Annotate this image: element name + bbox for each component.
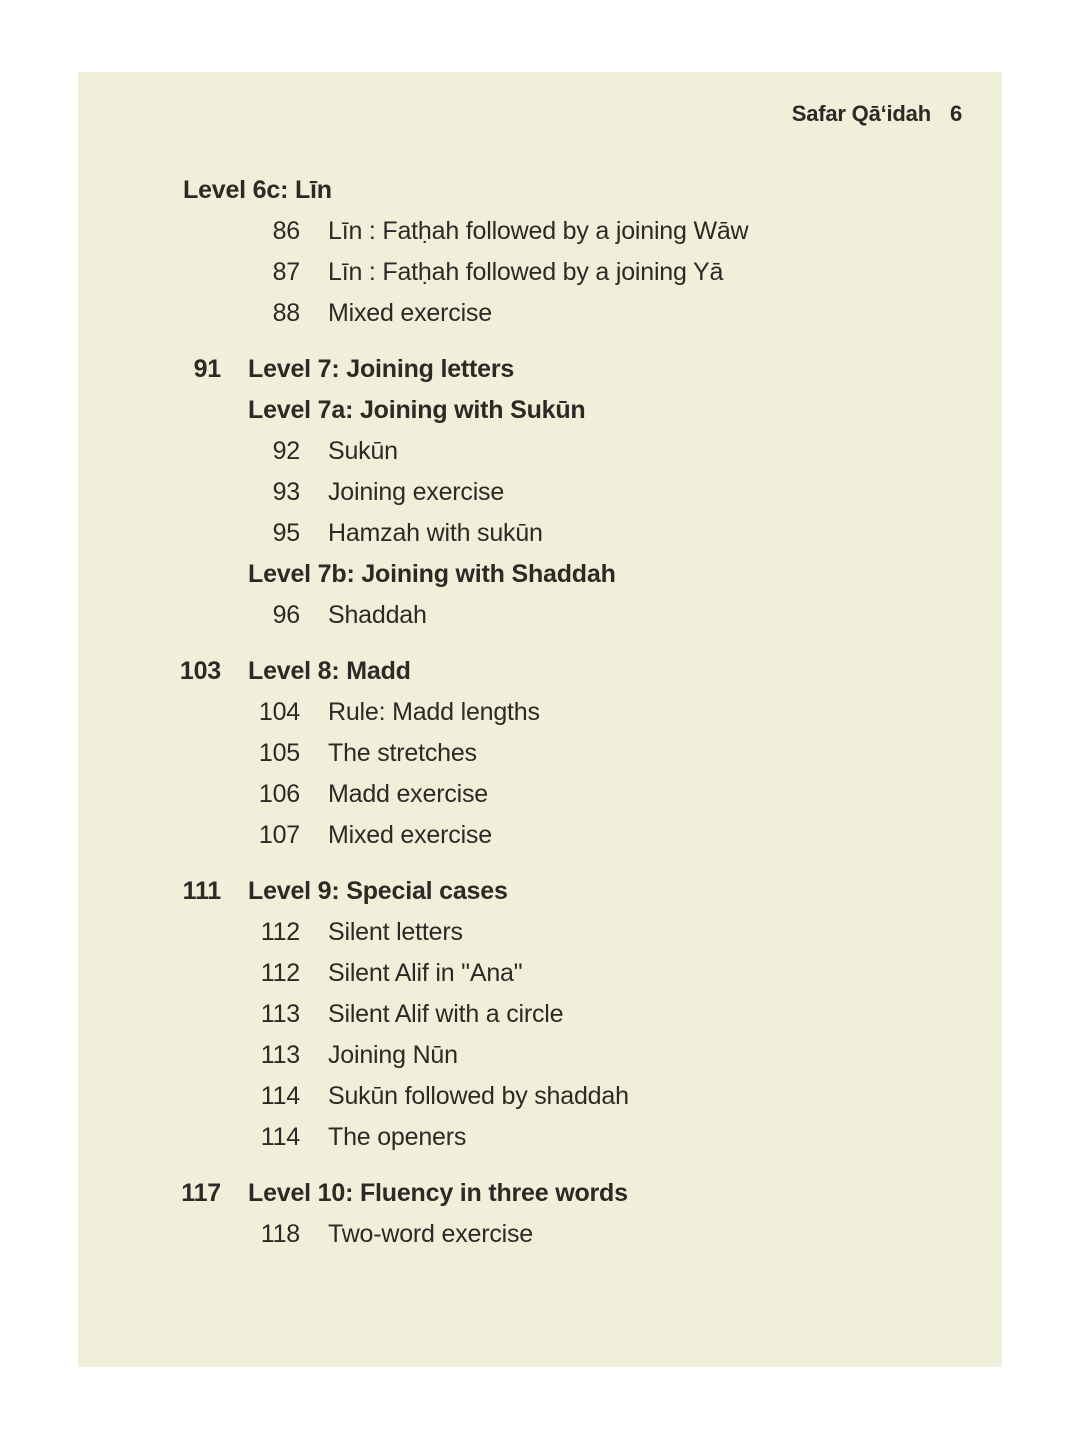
toc-row: [78, 349, 1002, 390]
toc-row: [78, 170, 1002, 211]
toc-row: [78, 1214, 1002, 1255]
toc-entry-page-number: 118: [260, 1220, 300, 1248]
toc-entry-page-number: 106: [258, 780, 300, 808]
toc-row: [78, 390, 1002, 431]
toc-entry-page-number: 88: [272, 299, 300, 327]
toc-entry-label: Two-word exercise: [328, 1220, 533, 1248]
toc-entry-page-number: 86: [272, 217, 300, 245]
toc-entry-page-number: 104: [258, 698, 300, 726]
toc-row: [78, 1076, 1002, 1117]
toc-row: [78, 733, 1002, 774]
toc-entry-page-number: 103: [179, 657, 221, 685]
toc-entry-page-number: 91: [193, 355, 221, 383]
toc-entry-label: Silent letters: [328, 918, 463, 946]
toc-row: [78, 953, 1002, 994]
toc-entry-label: Līn : Fatḥah followed by a joining Wāw: [328, 217, 749, 245]
toc-entry-page-number: 96: [272, 601, 300, 629]
book-page: [78, 72, 1002, 1367]
toc-entry-label: Level 7: Joining letters: [248, 355, 515, 383]
toc-row: [78, 1173, 1002, 1214]
toc-entry-page-number: 114: [260, 1082, 300, 1110]
toc-row: [78, 1117, 1002, 1158]
toc-row: [78, 211, 1002, 252]
toc-entry-page-number: 92: [272, 437, 300, 465]
toc-entry-page-number: 107: [258, 821, 300, 849]
toc-entry-page-number: 113: [260, 1000, 300, 1028]
toc-row: [78, 554, 1002, 595]
toc-entry-page-number: 117: [181, 1179, 221, 1207]
toc-entry-page-number: 112: [260, 918, 300, 946]
toc-row: [78, 774, 1002, 815]
toc-row: [78, 692, 1002, 733]
toc-row: [78, 871, 1002, 912]
toc-entry-label: Hamzah with sukūn: [328, 519, 543, 547]
toc-entry-label: The openers: [328, 1123, 467, 1151]
toc-entry-page-number: 114: [260, 1123, 300, 1151]
toc-entry-page-number: 95: [272, 519, 300, 547]
table-of-contents: [78, 72, 1002, 1255]
toc-row: [78, 1035, 1002, 1076]
toc-entry-label: The stretches: [328, 739, 477, 767]
toc-row: [78, 513, 1002, 554]
toc-row: [78, 293, 1002, 334]
toc-entry-label: Rule: Madd lengths: [328, 698, 540, 726]
toc-entry-label: Level 10: Fluency in three words: [248, 1179, 628, 1207]
toc-entry-label: Level 8: Madd: [248, 657, 411, 685]
toc-entry-label: Level 7a: Joining with Sukūn: [248, 396, 586, 424]
toc-row: [78, 595, 1002, 636]
toc-entry-label: Mixed exercise: [328, 821, 492, 849]
page-number: 6: [949, 101, 962, 126]
toc-entry-label: Joining exercise: [328, 478, 505, 506]
toc-entry-label: Level 7b: Joining with Shaddah: [248, 560, 616, 588]
toc-entry-label: Sukūn: [328, 437, 398, 465]
toc-entry-page-number: 112: [260, 959, 300, 987]
toc-entry-label: Silent Alif in "Ana": [328, 959, 523, 987]
toc-entry-page-number: 113: [260, 1041, 300, 1069]
toc-row: [78, 912, 1002, 953]
toc-row: [78, 252, 1002, 293]
toc-row: [78, 472, 1002, 513]
toc-entry-label: Joining Nūn: [328, 1041, 458, 1069]
toc-entry-label: Līn : Fatḥah followed by a joining Yā: [328, 258, 724, 286]
toc-entry-label: Shaddah: [328, 601, 427, 629]
toc-entry-label: Level 6c: Līn: [183, 176, 332, 204]
toc-row: [78, 815, 1002, 856]
toc-entry-label: Mixed exercise: [328, 299, 492, 327]
toc-entry-page-number: 105: [258, 739, 300, 767]
toc-row: [78, 651, 1002, 692]
running-title: Safar Qāʻidah: [791, 101, 931, 126]
toc-entry-page-number: 87: [272, 258, 300, 286]
toc-entry-page-number: 111: [182, 877, 221, 905]
toc-row: [78, 994, 1002, 1035]
toc-entry-label: Madd exercise: [328, 780, 488, 808]
toc-entry-label: Level 9: Special cases: [248, 877, 508, 905]
toc-entry-page-number: 93: [272, 478, 300, 506]
toc-entry-label: Silent Alif with a circle: [328, 1000, 564, 1028]
toc-entry-label: Sukūn followed by shaddah: [328, 1082, 629, 1110]
toc-row: [78, 431, 1002, 472]
